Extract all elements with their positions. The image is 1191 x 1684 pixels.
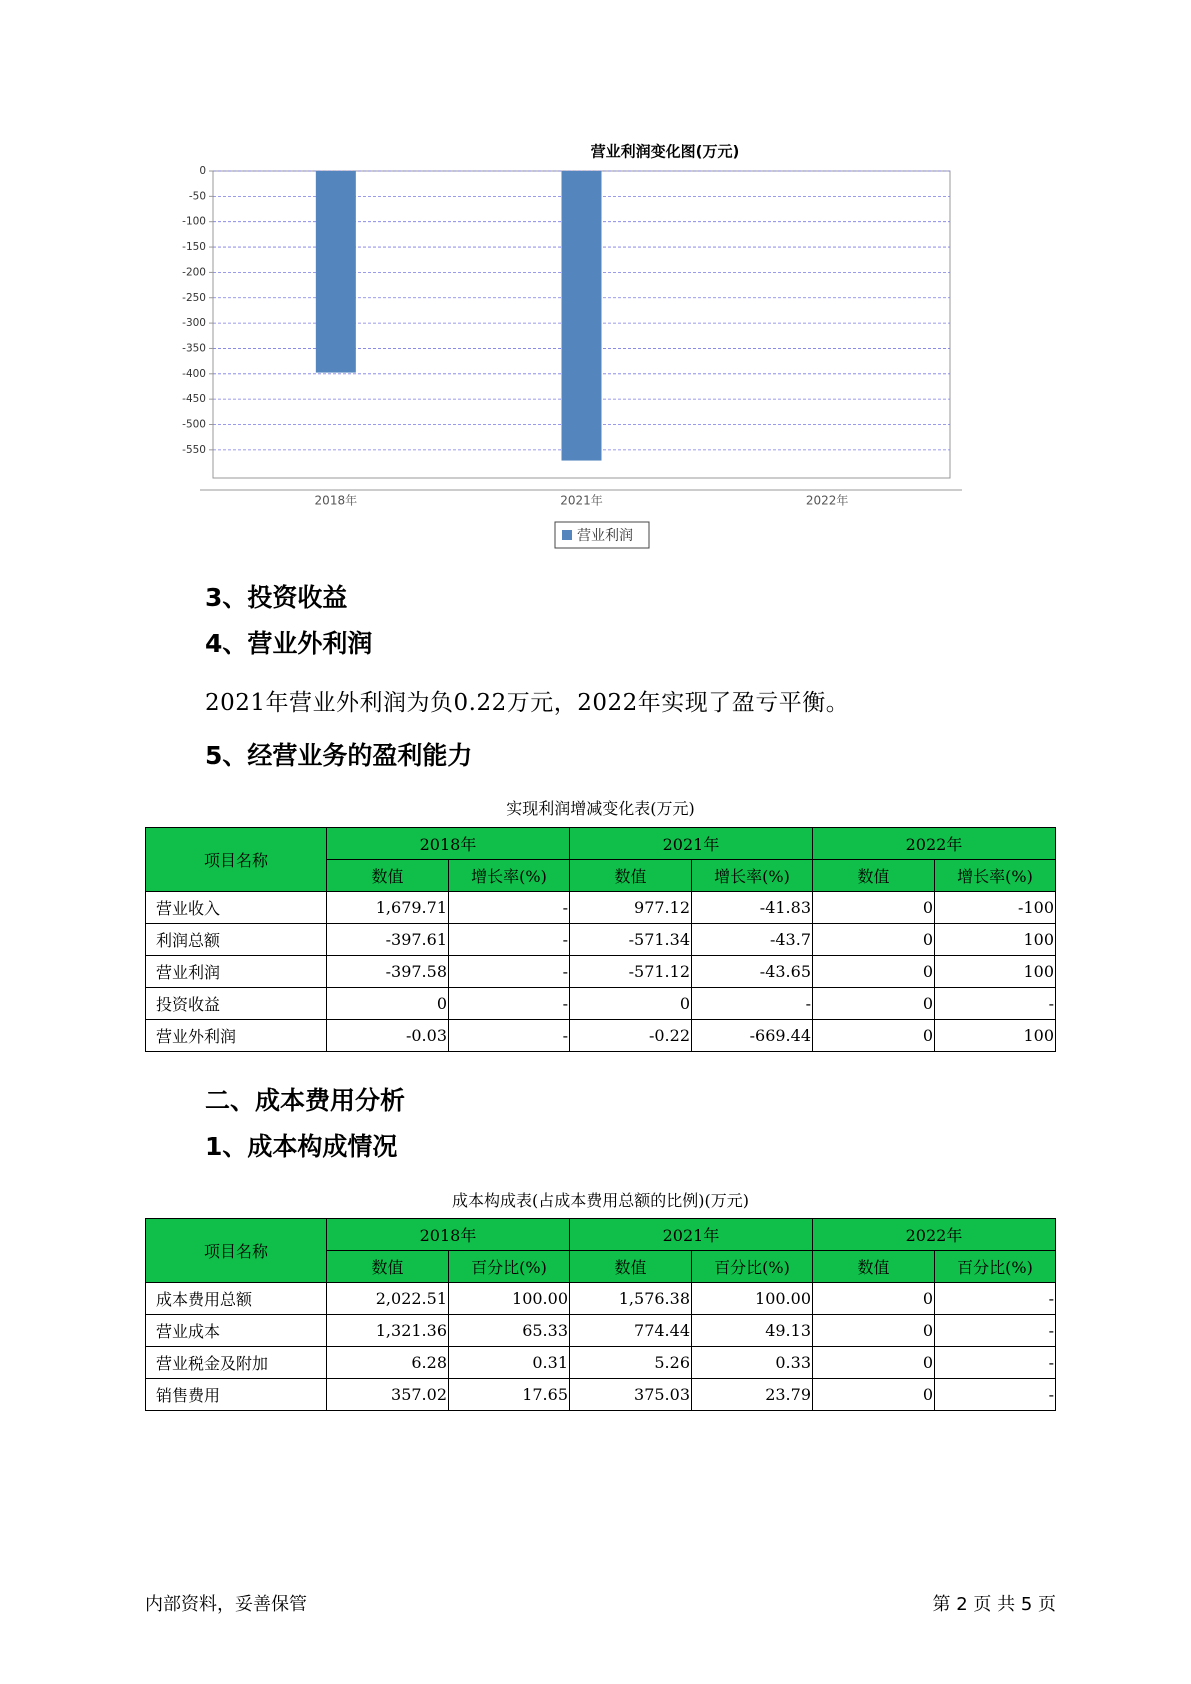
non-operating-profit-paragraph: 2021年营业外利润为负0.22万元，2022年实现了盈亏平衡。 xyxy=(205,690,850,716)
heading-investment-income: 3、投资收益 xyxy=(205,583,348,612)
table-cell: - xyxy=(449,1020,570,1052)
row-label: 营业成本 xyxy=(146,1315,327,1347)
bar-2018年 xyxy=(316,171,356,373)
table-cell: 65.33 xyxy=(449,1315,570,1347)
table2-name-header: 项目名称 xyxy=(146,1219,327,1283)
table-cell: 375.03 xyxy=(570,1379,692,1411)
table-cell: 0.33 xyxy=(692,1347,813,1379)
table-cell: 0 xyxy=(813,956,935,988)
chart-bars xyxy=(316,171,602,461)
table-cell: -0.22 xyxy=(570,1020,692,1052)
table-row xyxy=(146,988,1056,1020)
table-cell: 0 xyxy=(813,924,935,956)
footer-confidential-note: 内部资料，妥善保管 xyxy=(145,1594,307,1615)
heading-profitability: 5、经营业务的盈利能力 xyxy=(205,741,473,770)
table-cell: 5.26 xyxy=(570,1347,692,1379)
y-tick-label: -450 xyxy=(182,393,206,406)
y-tick-label: -300 xyxy=(182,317,206,330)
y-tick-label: -250 xyxy=(182,291,206,304)
table-cell: 100.00 xyxy=(692,1283,813,1315)
row-label: 成本费用总额 xyxy=(146,1283,327,1315)
y-axis-ticks xyxy=(182,165,213,456)
table-cell: 0 xyxy=(813,1020,935,1052)
table-cell: 977.12 xyxy=(570,892,692,924)
table-cell: 0 xyxy=(813,1347,935,1379)
table1-name-header: 项目名称 xyxy=(146,828,327,892)
table-row xyxy=(146,956,1056,988)
cost-structure-table xyxy=(145,1218,1056,1411)
table2-year-header: 2018年 xyxy=(327,1219,570,1251)
x-axis-ticks xyxy=(315,493,849,508)
table-cell: -43.65 xyxy=(692,956,813,988)
y-tick-label: -150 xyxy=(182,241,206,254)
table2-sub-header: 百分比(%) xyxy=(449,1251,570,1283)
table-cell: 6.28 xyxy=(327,1347,449,1379)
table-row xyxy=(146,1347,1056,1379)
row-label: 营业利润 xyxy=(146,956,327,988)
table1-year-header: 2022年 xyxy=(813,828,1056,860)
table2-sub-header: 百分比(%) xyxy=(935,1251,1056,1283)
table-cell: - xyxy=(449,892,570,924)
table-cell: 100 xyxy=(935,956,1056,988)
table1-sub-header: 数值 xyxy=(813,860,935,892)
table-cell: 100.00 xyxy=(449,1283,570,1315)
table-cell: - xyxy=(935,1283,1056,1315)
table-cell: 357.02 xyxy=(327,1379,449,1411)
x-tick-label: 2022年 xyxy=(805,493,849,508)
table-cell: -41.83 xyxy=(692,892,813,924)
table-cell: - xyxy=(935,988,1056,1020)
y-tick-label: 0 xyxy=(199,165,206,177)
table-cell: 0 xyxy=(813,988,935,1020)
operating-profit-chart xyxy=(150,140,1030,585)
table1-sub-header: 增长率(%) xyxy=(449,860,570,892)
y-tick-label: -550 xyxy=(182,443,206,456)
table-cell: -571.34 xyxy=(570,924,692,956)
table-cell: 1,321.36 xyxy=(327,1315,449,1347)
y-tick-label: -400 xyxy=(182,367,206,380)
y-tick-label: -500 xyxy=(182,418,206,431)
y-tick-label: -200 xyxy=(182,266,206,279)
table-row xyxy=(146,1315,1056,1347)
row-label: 营业外利润 xyxy=(146,1020,327,1052)
table-cell: - xyxy=(692,988,813,1020)
table-cell: - xyxy=(449,956,570,988)
table-cell: -43.7 xyxy=(692,924,813,956)
table-cell: 2,022.51 xyxy=(327,1283,449,1315)
x-tick-label: 2018年 xyxy=(314,493,358,508)
row-label: 投资收益 xyxy=(146,988,327,1020)
row-label: 营业收入 xyxy=(146,892,327,924)
table-cell: -397.58 xyxy=(327,956,449,988)
table2-sub-header: 数值 xyxy=(813,1251,935,1283)
table2-caption: 成本构成表(占成本费用总额的比例)(万元) xyxy=(452,1191,749,1210)
table-cell: 774.44 xyxy=(570,1315,692,1347)
table-cell: 17.65 xyxy=(449,1379,570,1411)
table-cell: 0 xyxy=(813,1283,935,1315)
table2-year-header: 2021年 xyxy=(570,1219,813,1251)
table1-year-header: 2018年 xyxy=(327,828,570,860)
table2-sub-header: 百分比(%) xyxy=(692,1251,813,1283)
table1-year-header: 2021年 xyxy=(570,828,813,860)
table2-sub-header: 数值 xyxy=(570,1251,692,1283)
table-cell: 49.13 xyxy=(692,1315,813,1347)
table-cell: 1,576.38 xyxy=(570,1283,692,1315)
table-cell: - xyxy=(449,988,570,1020)
table-cell: 1,679.71 xyxy=(327,892,449,924)
table-cell: - xyxy=(449,924,570,956)
table-cell: 0 xyxy=(327,988,449,1020)
table-cell: 23.79 xyxy=(692,1379,813,1411)
bar-2021年 xyxy=(562,171,602,461)
table-row xyxy=(146,1283,1056,1315)
legend-swatch xyxy=(562,530,572,540)
table1-sub-header: 数值 xyxy=(327,860,449,892)
table2-year-header: 2022年 xyxy=(813,1219,1056,1251)
heading-non-operating-profit: 4、营业外利润 xyxy=(205,629,373,658)
y-tick-label: -100 xyxy=(182,215,206,228)
footer-page-number: 第 2 页 共 5 页 xyxy=(932,1594,1056,1615)
table-cell: -571.12 xyxy=(570,956,692,988)
x-tick-label: 2021年 xyxy=(560,493,603,508)
chart-title: 营业利润变化图(万元) xyxy=(590,142,740,161)
table-cell: 0.31 xyxy=(449,1347,570,1379)
table-row xyxy=(146,892,1056,924)
table-cell: - xyxy=(935,1379,1056,1411)
table-cell: -100 xyxy=(935,892,1056,924)
heading-cost-structure: 1、成本构成情况 xyxy=(205,1132,398,1161)
table-cell: -669.44 xyxy=(692,1020,813,1052)
table1-sub-header: 数值 xyxy=(570,860,692,892)
table1-sub-header: 增长率(%) xyxy=(692,860,813,892)
table-cell: -397.61 xyxy=(327,924,449,956)
table2-sub-header: 数值 xyxy=(327,1251,449,1283)
chart-legend xyxy=(555,522,649,548)
table-row xyxy=(146,1020,1056,1052)
table1-caption: 实现利润增减变化表(万元) xyxy=(506,799,695,818)
table-cell: 100 xyxy=(935,1020,1056,1052)
table-row xyxy=(146,924,1056,956)
table-cell: 0 xyxy=(813,1315,935,1347)
table-row xyxy=(146,1379,1056,1411)
table-cell: 100 xyxy=(935,924,1056,956)
y-tick-label: -50 xyxy=(188,190,206,203)
row-label: 营业税金及附加 xyxy=(146,1347,327,1379)
table-cell: 0 xyxy=(570,988,692,1020)
table-cell: 0 xyxy=(813,892,935,924)
profit-change-table xyxy=(145,827,1056,1052)
row-label: 利润总额 xyxy=(146,924,327,956)
legend-label: 营业利润 xyxy=(577,528,633,544)
table-cell: - xyxy=(935,1315,1056,1347)
heading-cost-analysis: 二、成本费用分析 xyxy=(205,1086,406,1115)
table-cell: -0.03 xyxy=(327,1020,449,1052)
table-cell: - xyxy=(935,1347,1056,1379)
table-cell: 0 xyxy=(813,1379,935,1411)
table1-sub-header: 增长率(%) xyxy=(935,860,1056,892)
row-label: 销售费用 xyxy=(146,1379,327,1411)
y-tick-label: -350 xyxy=(182,342,206,355)
